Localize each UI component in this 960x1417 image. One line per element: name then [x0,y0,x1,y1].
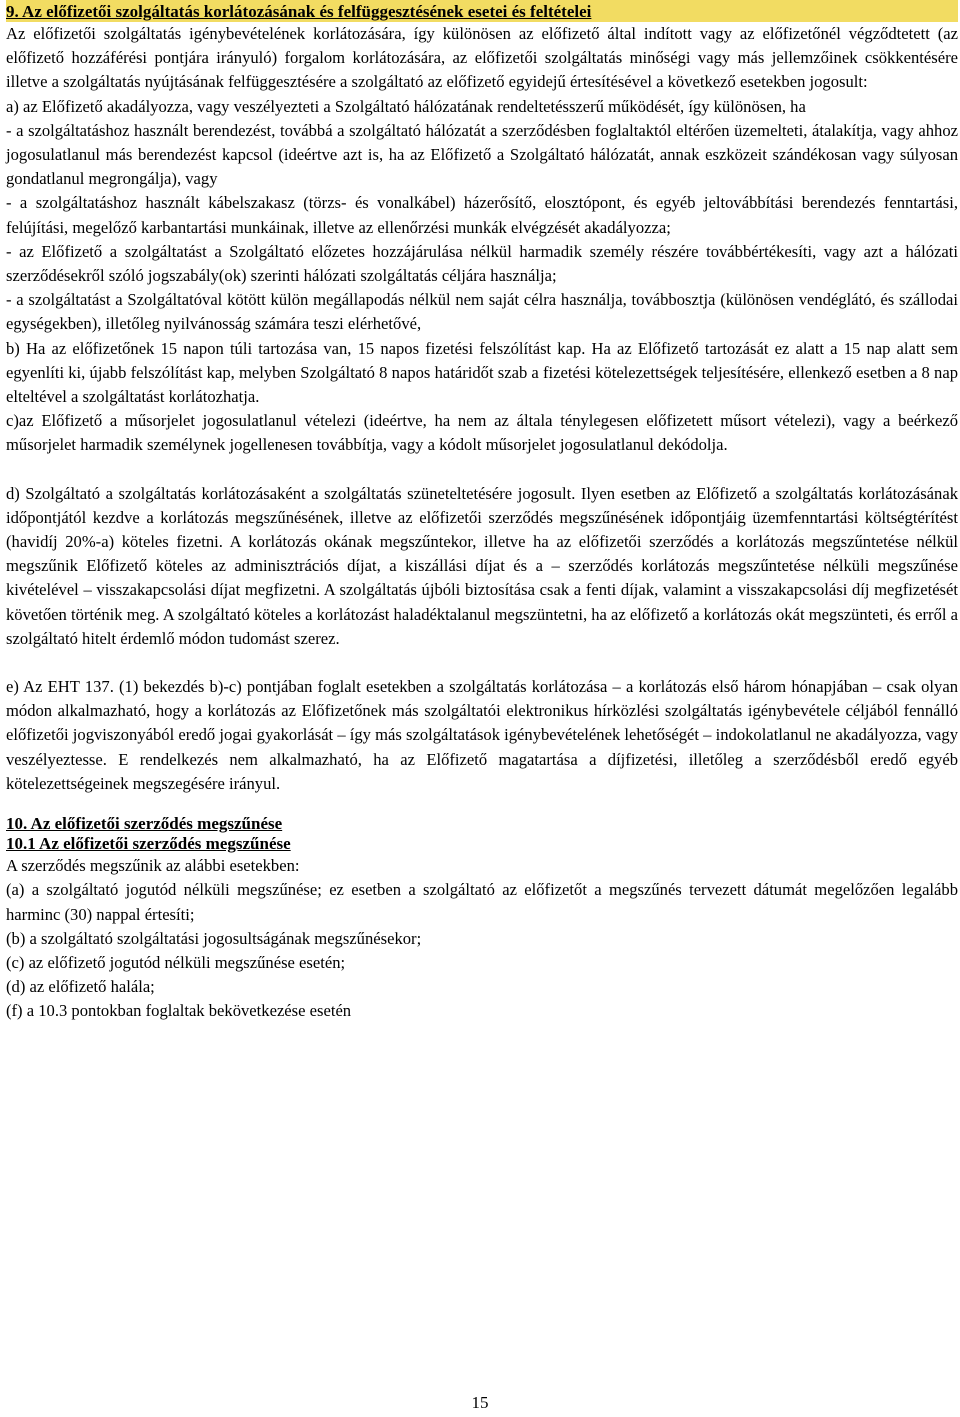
section-10-item-a: (a) a szolgáltató jogutód nélküli megszűnése; ez esetben a szolgáltató az előfizetőt a megszűnés tervezett dátumát megelőzően legalább harminc (30) nappal értesíti; [6,880,958,924]
section-9-item-e: e) Az EHT 137. (1) bekezdés b)-c) pontjában foglalt esetekben a szolgáltatás korlátozása – a korlátozás első három hónapjában – csak olyan módon alkalmazható, hogy a korlátozás az Előfizetőnek más szolgáltatói elektronikus hírközlési szolgáltatás igénybevétele céljából fennálló előfizetői jogviszonyából eredő jogai gyakorlását – így más szolgáltatások igénybevételének lehetőségét – indokolatlanul ne akadályozza, vagy veszélyeztesse. E rendelkezés nem alkalmazható, ha az Előfizető magatartása a díjfizetési, illetőleg a szerződésből eredő egyéb kötelezettségeinek megszegésére irányul. [6,677,958,793]
section-9-dash-1: - a szolgáltatáshoz használt berendezést, továbbá a szolgáltató hálózatát a szerződésben foglaltaktól eltérően üzemelteti, átalakítja, vagy ahhoz jogosulatlanul más berendezést kapcsol (ideértve azt is, ha az Előfizető a Szolgáltató hálózatát, annak eszközeit szándékosan vagy súlyosan gondatlanul megrongálja), vagy [6,120,958,189]
section-10-item-b: (b) a szolgáltató szolgáltatási jogosultságának megszűnésekor; [6,928,422,948]
section-9-item-c: c)az Előfizető a műsorjelet jogosulatlanul vételezi (ideértve, ha nem az általa ténylegesen előfizetett műsort vételezi), vagy a beérkező műsorjelet harmadik személynek jogellenesen továbbítja, vagy a kódolt műsorjelet jogosulatlanul dekódolja. [6,411,958,455]
section-9-intro: Az előfizetői szolgáltatás igénybevételének korlátozására, így különösen az előfizető által indított vagy az előfizetőnél végződtetett (az előfizető hozzáférési pontjára irányuló) forgalom korlátozására, az előfizetői szolgáltatás minőségi vagy más jellemzőinek csökkentésére illetve a szolgáltatás nyújtásának felfüggesztésére a szolgáltató az előfizető egyidejű értesítésével a következő esetekben jogosult: [6,24,958,92]
section-10-item-f: (f) a 10.3 pontokban foglaltak bekövetkezése esetén [6,1001,352,1021]
section-10-item-d: (d) az előfizető halála; [6,977,155,997]
section-10-intro: A szerződés megszűnik az alábbi esetekben: [6,856,300,876]
section-9-dash-3: - az Előfizető a szolgáltatást a Szolgáltató előzetes hozzájárulása nélkül harmadik személy részére továbbértékesíti, vagy azt a hálózati szerződésekről szóló jogszabály(ok) szerinti hálózati szolgáltatás céljára használja; [6,241,958,286]
section-9-item-b: b) Ha az előfizetőnek 15 napon túli tartozása van, 15 napos fizetési felszólítást kap. Ha az Előfizető tartozását ez alatt a 15 nap alatt sem egyenlíti ki, újabb felszólítást kap, melyben Szolgáltató 8 napos határidőt szab a fizetési kötelezettségek teljesítésére, ellenkező esetben a 8 nap elteltével a szolgáltatást korlátozhatja. [6,338,958,407]
section-9-item-a: a) az Előfizető akadályozza, vagy veszélyezteti a Szolgáltató hálózatának rendeltetésszerű működését, így különösen, ha [6,96,806,116]
section-10-heading: 10. Az előfizetői szerződés megszűnése [6,814,283,834]
section-9-dash-2: - a szolgáltatáshoz használt kábelszakasz (törzs- és vonalkábel) házerősítő, elosztópont, és egyéb jeltovábbítási berendezés fenntartási, felújítási, megelőző karbantartási munkáinak, illetve az ellenőrzési munkák elvégzését akadályozza; [6,193,958,237]
section-9-item-d: d) Szolgáltató a szolgáltatás korlátozásaként a szolgáltatás szüneteltetésére jogosult. Ilyen esetben az Előfizető a szolgáltatás korlátozásának időpontjától kezdve a korlátozás megszűnésének, illetve az előfizetői szerződés megszűnésének időpontjáig üzemfenntartási költségtérítést (havidíj 20%-a) köteles fizetni. A korlátozás okának megszűntekor, illetve ha az előfizetői szerződés a korlátozás megszűntetése nélkül megszűnik Előfizető köteles az adminisztrációs díjat, a kiszállási díjat és a – szerződés korlátozás megszűntetése nélküli megszűnése kivételével – visszakapcsolási díjat megfizetni. A szolgáltatás újbóli biztosítása csak a fenti díjak, valamint a visszakapcsolási díj megfizetését követően történik meg. A szolgáltató köteles a korlátozást haladéktalanul megszüntetni, ha az előfizető a korlátozás okát megszünteti, és erről a szolgáltató hitelt érdemlő módon tudomást szerez. [6,483,958,648]
paragraph-spacer [6,651,958,675]
page-number: 15 [471,1393,489,1412]
section-9-heading: 9. Az előfizetői szolgáltatás korlátozásának és felfüggesztésének esetei és feltételei [6,0,958,22]
document-page [6,0,958,1024]
section-9-dash-4: - a szolgáltatást a Szolgáltatóval kötött külön megállapodás nélkül nem saját célra használja, továbbosztja (különösen vendéglátó, és szállodai egységekben), illetőleg nyilvánosság számára teszi elérhetővé, [6,290,958,334]
section-10-1-heading: 10.1 Az előfizetői szerződés megszűnése [6,834,291,854]
paragraph-spacer [6,458,958,482]
paragraph-spacer [6,796,958,814]
section-10-item-c: (c) az előfizető jogutód nélküli megszűnése esetén; [6,952,346,972]
